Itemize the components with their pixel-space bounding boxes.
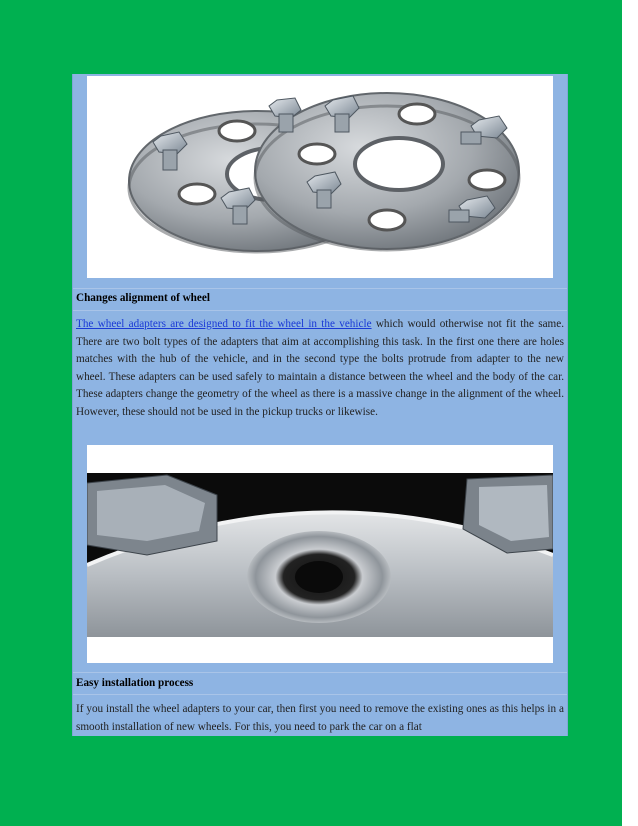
right-adapter-disc bbox=[255, 93, 519, 250]
divider bbox=[73, 288, 567, 289]
adapter-closeup-photo bbox=[87, 445, 553, 663]
section-heading-alignment: Changes alignment of wheel bbox=[76, 292, 210, 304]
paragraph-installation: If you install the wheel adapters to your car, then first you need to remove the existing ones as this helps in a smooth installation of new wheels. For this, you need to park the car on a flat bbox=[76, 703, 564, 733]
wheel-adapters-photo bbox=[87, 76, 553, 278]
divider bbox=[73, 672, 567, 673]
page-edge bbox=[622, 0, 638, 826]
section-heading-installation: Easy installation process bbox=[76, 677, 194, 689]
content-panel bbox=[72, 74, 568, 736]
divider bbox=[73, 694, 567, 695]
divider bbox=[73, 310, 567, 311]
paragraph-alignment-text: which would otherwise not fit the same. There are two bolt types of the adapters that aim at accomplishing this task. In the first one there are holes matches with the hub of the vehicle, and in the second type the bolts protrude from adapter to the new wheel. These adapters can be used safely to maintain a distance between the wheel and the body of the car. These adapters change the geometry of the wheel as there is a massive change in the alignment of the wheel. However, these should not be used in the pickup trucks or likewise. bbox=[76, 318, 564, 418]
paragraph-alignment bbox=[76, 316, 564, 422]
wheel-adapters-link[interactable]: The wheel adapters are designed to fit the wheel in the vehicle bbox=[76, 318, 372, 330]
